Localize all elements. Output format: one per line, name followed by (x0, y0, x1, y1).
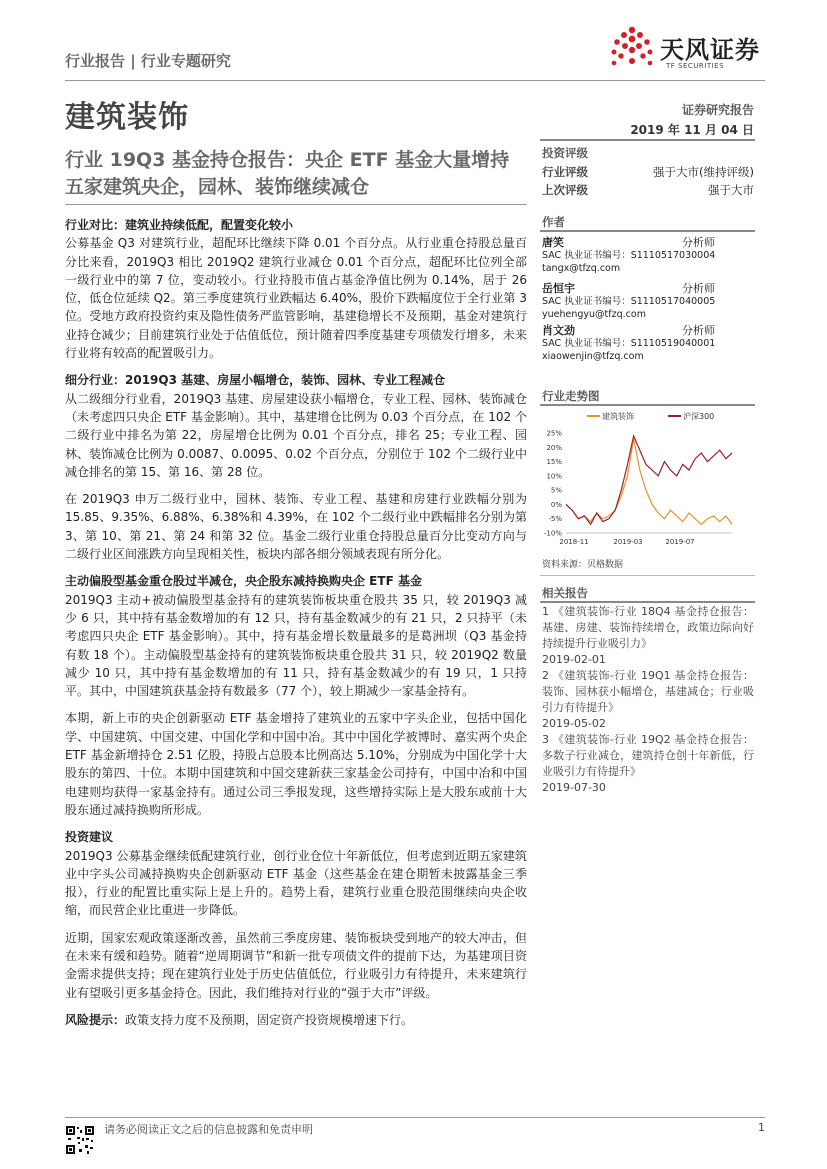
legend-label: 建筑装饰 (602, 412, 634, 421)
author-role: 分析师 (682, 236, 715, 249)
section-heading: 主动偏股型基金重仓股过半减仓，央企股东减持换购央企 ETF 基金 (65, 574, 422, 589)
related-heading: 相关报告 (542, 586, 588, 600)
author-cert: SAC 执业证书编号：S1110517040005 (542, 296, 716, 307)
author-cert: SAC 执业证书编号：S1110517030004 (542, 250, 716, 261)
paragraph: 近期，国家宏观政策逐渐改善，虽然前三季度房建、装饰板块受到地产的较大冲击，但在未来有缓和趋势。随着“逆周期调节”和新一批专项债文件的提前下达，为基建项目资金需求提供支持；现在建筑行业处于历史估值低位，行业吸引力有待提升，未来建筑行业有望吸引更多基金持仓。因此，我们维持对行业的“强于大市”评级。 (65, 930, 527, 1000)
author-email[interactable]: xiaowenjin@tfzq.com (542, 350, 644, 362)
author-email[interactable]: yuehengyu@tfzq.com (542, 308, 646, 320)
y-tick-label: 0% (550, 500, 562, 509)
related-list (542, 604, 754, 796)
tf-logo-icon (610, 26, 654, 68)
related-report-link[interactable]: 3 《建筑装饰-行业 19Q2 基金持仓报告：多数子行业减仓，建筑持仓创十年新低，行业吸引力有待提升》 (542, 733, 754, 778)
y-tick-label: 20% (546, 443, 562, 452)
series-line-industry (566, 439, 732, 525)
rating-row (542, 181, 754, 199)
related-report-date: 2019-07-30 (542, 781, 606, 794)
rating-value: 强于大市 (708, 183, 754, 197)
y-tick-label: -5% (548, 515, 562, 524)
risk-text: 政策支持力度不及预期，固定资产投资规模增速下行。 (125, 1012, 414, 1027)
y-tick-label: 5% (550, 486, 562, 495)
brand-name: 天风证券 (660, 36, 760, 64)
paragraph: 2019Q3 公募基金继续低配建筑行业，创行业仓位十年新低位，但考虑到近期五家建筑业中字头公司减持换购央企创新驱动 ETF 基金（这些基金在建仓期暂未披露基金三季报），行业的配置比重实际上是上升的。趋势上看，建筑行业重仓股范围继续向央企收缩，而民营企业比重进一步降低。 (65, 848, 527, 918)
divider (65, 1117, 765, 1118)
author-role: 分析师 (682, 282, 715, 295)
divider (540, 230, 755, 232)
y-tick-label: 25% (546, 429, 562, 438)
author-email[interactable]: tangx@tfzq.com (542, 262, 621, 274)
section-heading: 细分行业：2019Q3 基建、房屋小幅增仓，装饰、园林、专业工程减仓 (65, 373, 446, 388)
author-name: 岳恒宇 (542, 282, 575, 295)
risk-note (65, 1011, 527, 1029)
y-tick-label: 15% (546, 458, 562, 467)
related-report-date: 2019-05-02 (542, 717, 606, 730)
breadcrumb: 行业报告 | 行业专题研究 (65, 52, 231, 70)
paragraph: 2019Q3 主动+被动偏股型基金持有的建筑装饰板块重仓股共 35 只，较 2019Q3 减少 6 只，其中持有基金数增加的有 12 只，持有基金数减少的有 21 只，2 只持平（未考虑四只央企 ETF 基金影响）。其中，持有基金增长数量最多的是葛洲坝（Q3 基金持有数 18 个）。主动偏股型基金持有的建筑装饰板块重仓股共 31 只，较 2019Q2 数量减少 10 只，其中持有基金数增加的有 11 只，持有基金数减少的有 19 只，1 只持平。其中，中国建筑获基金持有数最多（77 个），较上期减少一家基金持有。 (65, 592, 527, 699)
author-name: 唐笑 (542, 236, 564, 249)
section-heading: 行业对比：建筑业持续低配，配置变化较小 (65, 218, 294, 232)
main-content (65, 216, 527, 1029)
divider (65, 80, 765, 81)
chart-heading: 行业走势图 (542, 389, 600, 403)
related-report-link[interactable]: 2 《建筑装饰-行业 19Q1 基金持仓报告：装饰、园林获小幅增仓，基建减仓；行业吸引力有待提升》 (542, 669, 754, 714)
y-tick-label: -10% (543, 529, 562, 538)
x-tick-label: 2019-03 (613, 538, 643, 546)
rating-label: 上次评级 (542, 183, 588, 197)
rating-row (542, 163, 754, 181)
divider (540, 601, 755, 603)
paragraph: 从二级细分行业看，2019Q3 基建、房屋建设获小幅增仓，专业工程、园林、装饰减仓（未考虑四只央企 ETF 基金影响）。其中，基建增仓比例为 0.03 个百分点，在 102 个二级行业中排名为第 22，房屋增仓比例为 0.01 个百分点，排名 25；专业工程、园林、装饰减仓比例为 0.0087、0.0095、0.02 个百分点，分别位于 102 个二级行业中减仓排名的第 15、第 16、第 28 位。 (65, 391, 527, 479)
chart-source: 资料来源：贝格数据 (542, 560, 624, 570)
rating-label: 行业评级 (542, 165, 588, 179)
rating-panel (542, 143, 754, 199)
author-card (542, 324, 754, 363)
report-date: 2019 年 11 月 04 日 (630, 123, 754, 137)
divider (540, 575, 755, 576)
divider (540, 404, 755, 406)
y-tick-label: 10% (546, 472, 562, 481)
authors-heading: 作者 (542, 215, 565, 229)
related-report-date: 2019-02-01 (542, 653, 606, 666)
series-line-hs300 (566, 436, 732, 525)
trend-chart (540, 408, 755, 558)
divider (540, 139, 755, 141)
rating-value: 强于大市(维持评级) (653, 165, 754, 179)
author-cert: SAC 执业证书编号：S1110519040001 (542, 338, 716, 349)
divider (65, 204, 527, 205)
report-type: 证券研究报告 (681, 103, 754, 117)
paragraph: 本期，新上市的央企创新驱动 ETF 基金增持了建筑业的五家中字头企业，包括中国化学、中国建筑、中国交建、中国化学和中国中冶。其中中国化学被博时、嘉实两个央企 ETF 基金新增持仓 2.51 亿股，持股占总股本比例高达 5.10%，分别成为中国化学十大股东的第四、十位。本期中国建筑和中国交建新获三家基金公司持有，中国中冶和中国电建则均获得一家基金持有。通过公司三季报发现，这些增持实际上是大股东或前十大股东通过减持换购所形成。 (65, 711, 527, 817)
author-name: 肖文劲 (542, 324, 575, 337)
footer-disclaimer: 请务必阅读正文之后的信息披露和免责申明 (104, 1123, 313, 1136)
report-title: 行业 19Q3 基金持仓报告：央企 ETF 基金大量增持五家建筑央企，园林、装饰继续减仓 (65, 149, 510, 198)
brand-name-en: TF SECURITIES (666, 62, 725, 70)
author-card (542, 282, 754, 321)
section-heading: 投资建议 (65, 830, 114, 845)
qr-code-icon (65, 1125, 95, 1155)
x-tick-label: 2019-07 (665, 538, 695, 546)
rating-heading: 投资评级 (542, 146, 588, 160)
risk-label: 风险提示： (65, 1012, 126, 1027)
page-number: 1 (758, 1121, 765, 1134)
author-role: 分析师 (682, 324, 715, 337)
x-tick-label: 2018-11 (559, 538, 589, 546)
related-report-link[interactable]: 1 《建筑装饰-行业 18Q4 基金持仓报告：基建、房建、装饰持续增仓，政策边际向好持续提升行业吸引力》 (542, 605, 754, 650)
author-card (542, 236, 754, 275)
paragraph: 公募基金 Q3 对建筑行业，超配环比继续下降 0.01 个百分点。从行业重仓持股总量百分比来看，2019Q3 相比 2019Q2 建筑行业减仓 0.01 个百分点，超配环比位列全部一级行业中的第 7 位，变动较小。行业持股市值占基金净值比例为 0.14%，居于 26 位，低仓位延续 Q2。第三季度建筑行业跌幅达 6.40%，股价下跌幅度位于全行业第 3 位。受地方政府投资约束及隐性债务严监管影响，基建稳增长不及预期，基金对建筑行业持仓减少；目前建筑行业处于估值低位，预计随着四季度基建专项债发行增多，未来行业将有较高的配置吸引力。 (65, 236, 527, 361)
sector-title: 建筑装饰 (65, 100, 189, 135)
legend-label: 沪深300 (683, 412, 715, 421)
paragraph: 在 2019Q3 申万二级行业中，园林、装饰、专业工程、基建和房建行业跌幅分别为 15.85、9.35%、6.88%、6.38%和 4.39%，在 102 个二级行业中跌幅排名分别为第 3、第 10、第 21、第 24 和第 32 位。基金二级行业重仓持股总量百分比变动方向与二级行业区间涨跌方向呈现相关性，板块内部各细分领域表现有所分化。 (65, 492, 527, 562)
